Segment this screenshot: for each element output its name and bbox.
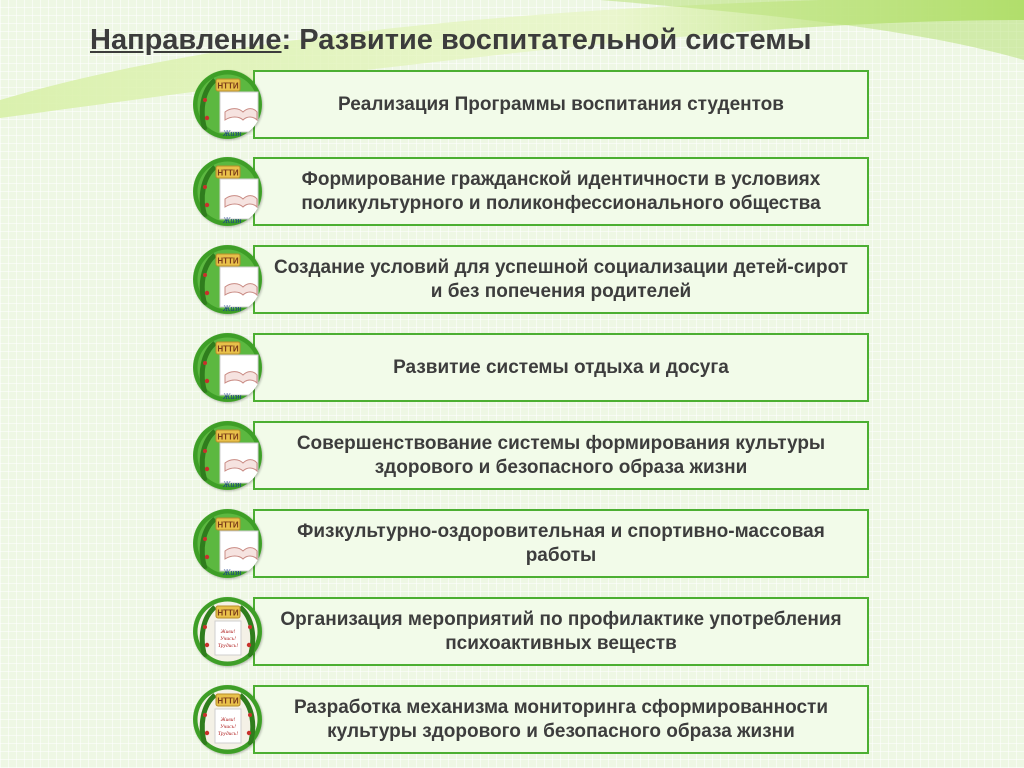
emblem-label: НТТИ: [217, 168, 239, 178]
title-rest: : Развитие воспитательной системы: [281, 24, 812, 56]
list-item: [193, 597, 869, 666]
list-item: [193, 333, 869, 402]
list-item: [193, 245, 869, 314]
emblem-label: НТТИ: [217, 608, 239, 618]
college-emblem-icon: [193, 333, 262, 402]
direction-item-text: Создание условий для успешной социализации детей-сирот и без попечения родителей: [273, 256, 849, 302]
emblem-caption: Жизн: [223, 129, 242, 138]
college-emblem-icon: [193, 70, 262, 139]
direction-item-text: Физкультурно-оздоровительная и спортивно-массовая работы: [297, 520, 825, 566]
list-item: [193, 509, 869, 578]
emblem-caption: Жизн: [223, 392, 242, 401]
emblem-label: НТТИ: [217, 344, 239, 354]
college-emblem-icon: [193, 597, 262, 666]
emblem-caption: Жизн: [223, 480, 242, 489]
direction-item-box: [253, 245, 869, 314]
list-item: [193, 685, 869, 754]
title-underlined-word: Направление: [90, 24, 282, 56]
direction-item-box: [253, 70, 869, 139]
emblem-label: НТТИ: [217, 520, 239, 530]
direction-item-text: Развитие системы отдыха и досуга: [393, 356, 729, 378]
college-emblem-icon: [193, 509, 262, 578]
emblem-caption: Живи!: [220, 717, 236, 723]
college-emblem-icon: [193, 245, 262, 314]
direction-item-box: [253, 421, 869, 490]
direction-item-box: [253, 333, 869, 402]
direction-item-text: Совершенствование системы формирования культуры здорового и безопасного образа жизни: [296, 432, 826, 478]
direction-item-text: Реализация Программы воспитания студентов: [338, 93, 784, 115]
svg-text:Трудись!: Трудись!: [217, 643, 239, 649]
college-emblem-icon: [193, 421, 262, 490]
direction-item-text: Разработка механизма мониторинга сформированности культуры здорового и безопасного образа жизни: [293, 696, 829, 742]
direction-item-box: [253, 597, 869, 666]
direction-item-text: Формирование гражданской идентичности в условиях поликультурного и поликонфессионального общества: [301, 168, 821, 214]
emblem-caption: Жизн: [223, 216, 242, 225]
list-item: [193, 70, 869, 139]
emblem-label: НТТИ: [217, 256, 239, 266]
emblem-label: НТТИ: [217, 696, 239, 706]
emblem-caption: Жизн: [223, 568, 242, 577]
direction-item-text: Организация мероприятий по профилактике употребления психоактивных веществ: [280, 608, 842, 654]
list-item: [193, 421, 869, 490]
svg-text:Учись!: Учись!: [220, 636, 236, 642]
emblem-caption: Живи!: [220, 629, 236, 635]
emblem-label: НТТИ: [217, 432, 239, 442]
direction-item-box: [253, 685, 869, 754]
list-item: [193, 157, 869, 226]
college-emblem-icon: [193, 157, 262, 226]
svg-text:Трудись!: Трудись!: [217, 731, 239, 737]
emblem-label: НТТИ: [217, 81, 239, 91]
college-emblem-icon: [193, 685, 262, 754]
svg-text:Учись!: Учись!: [220, 724, 236, 730]
slide-title: [90, 24, 812, 57]
emblem-caption: Жизн: [223, 304, 242, 313]
direction-item-box: [253, 157, 869, 226]
direction-item-box: [253, 509, 869, 578]
